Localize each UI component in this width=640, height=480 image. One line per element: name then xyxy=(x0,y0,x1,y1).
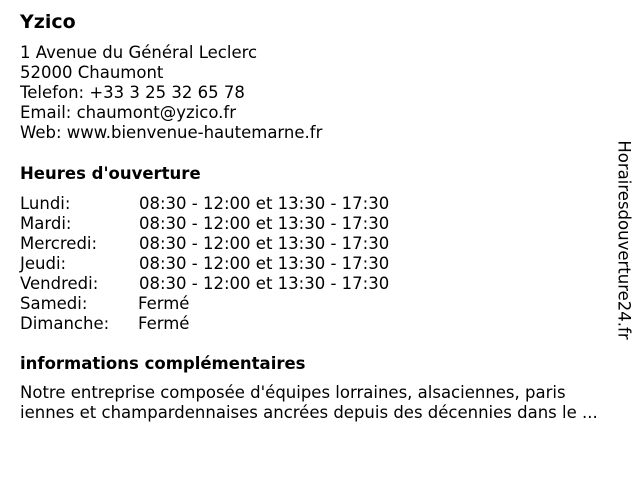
day-hours: 08:30 - 12:00 et 13:30 - 17:30 xyxy=(139,234,390,253)
additional-info-heading: informations complémentaires xyxy=(20,354,306,373)
description-line-2: iennes et champardennaises ancrées depuis des décennies dans le ... xyxy=(20,403,598,422)
day-hours: 08:30 - 12:00 et 13:30 - 17:30 xyxy=(139,194,390,213)
contact-block xyxy=(20,43,322,143)
business-name: Yzico xyxy=(20,11,76,33)
day-label: Mercredi: xyxy=(20,234,98,253)
day-label: Vendredi: xyxy=(20,274,99,293)
day-label: Mardi: xyxy=(20,214,72,233)
day-label: Jeudi: xyxy=(20,254,67,273)
day-hours: 08:30 - 12:00 et 13:30 - 17:30 xyxy=(139,214,390,233)
day-label: Lundi: xyxy=(20,194,71,213)
phone-number: Telefon: +33 3 25 32 65 78 xyxy=(20,83,245,102)
opening-hours-heading: Heures d'ouverture xyxy=(20,164,201,183)
site-watermark: Horairesdouverture24.fr xyxy=(614,140,634,340)
day-label: Dimanche: xyxy=(20,314,110,333)
additional-info-text xyxy=(20,383,598,423)
description-line-1: Notre entreprise composée d'équipes lorraines, alsaciennes, paris xyxy=(20,383,566,402)
day-hours: Fermé xyxy=(138,294,190,313)
day-hours: 08:30 - 12:00 et 13:30 - 17:30 xyxy=(139,274,390,293)
address-line-2: 52000 Chaumont xyxy=(20,63,164,82)
email-address: Email: chaumont@yzico.fr xyxy=(20,103,236,122)
day-hours: 08:30 - 12:00 et 13:30 - 17:30 xyxy=(139,254,390,273)
website: Web: www.bienvenue-hautemarne.fr xyxy=(20,123,323,142)
day-hours: Fermé xyxy=(138,314,190,333)
day-label: Samedi: xyxy=(20,294,88,313)
address-line-1: 1 Avenue du Général Leclerc xyxy=(20,43,258,62)
